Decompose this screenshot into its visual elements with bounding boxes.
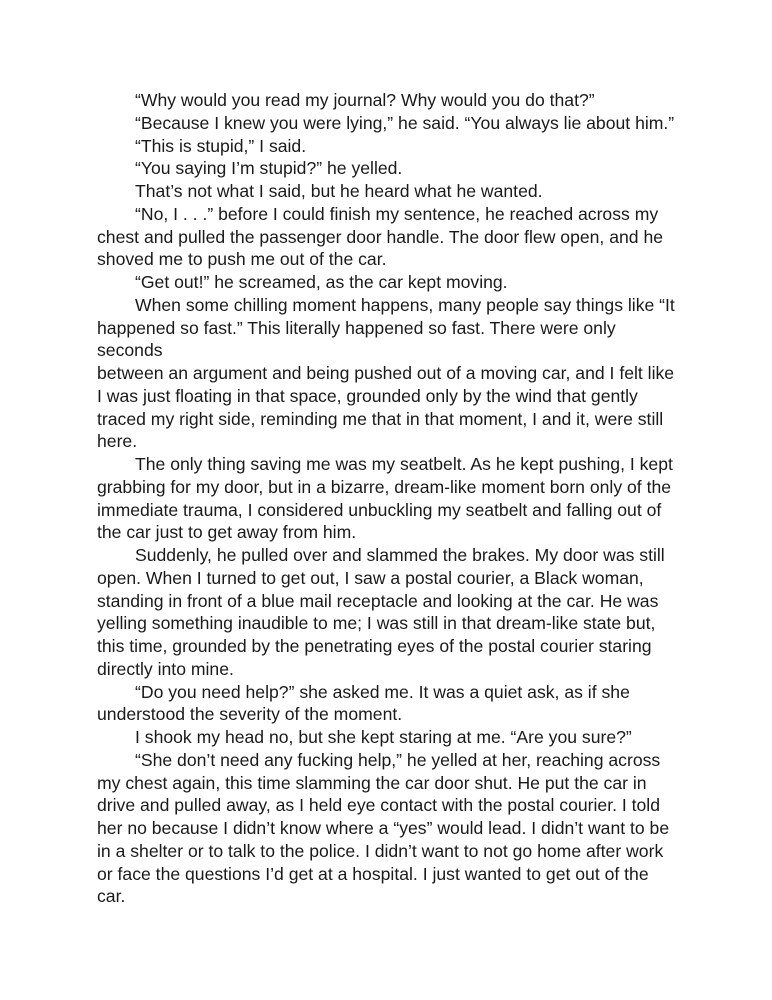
body-text [97,89,677,908]
paragraph: “Because I knew you were lying,” he said. “You always lie about him.” [135,112,675,133]
paragraph: “Do you need help?” she asked me. It was a quiet ask, as if she understood the severity of the moment. [97,681,630,725]
paragraph: Suddenly, he pulled over and slammed the brakes. My door was still open. When I turned to get out, I saw a postal courier, a Black woman, standing in front of a blue mail receptacle and looking at the car. He was yelling something inaudible to me; I was still in that dream-like state but, this time, grounded by the penetrating eyes of the postal courier staring directly into mine. [97,545,665,679]
paragraph: “No, I . . .” before I could finish my sentence, he reached across my chest and pulled the passenger door handle. The door flew open, and he shoved me to push me out of the car. [97,203,664,270]
paragraph: “She don’t need any fucking help,” he yelled at her, reaching across my chest again, this time slamming the car door shut. He put the car in drive and pulled away, as I held eye contact with the postal courier. I told her no because I didn’t know where a “yes” would lead. I didn’t want to be in a shelter or to talk to the police. I didn’t want to not go home after work or face the questions I’d get at a hospital. I just wanted to get out of the car. [97,749,670,907]
paragraph: “You saying I’m stupid?” he yelled. [135,158,403,179]
paragraph: “Get out!” he screamed, as the car kept moving. [135,272,508,292]
paragraph: That’s not what I said, but he heard what he wanted. [135,181,543,201]
paragraph: “This is stupid,” I said. [135,135,307,156]
paragraph: When some chilling moment happens, many people say things like “It happened so fast.” This literally happened so fast. There were only seconds between an argument and being pushed out of a moving car, and I felt like I was just floating in that space, grounded only by the wind that gently traced my right side, reminding me that in that moment, I and it, were still here. [97,294,675,452]
paragraph: I shook my head no, but she kept staring at me. “Are you sure?” [135,727,632,747]
paragraph: The only thing saving me was my seatbelt. As he kept pushing, I kept grabbing for my door, but in a bizarre, dream-like moment born only of the immediate trauma, I considered unbuckling my seatbelt and falling out of the car just to get away from him. [97,454,673,543]
paragraph: “Why would you read my journal? Why would you do that?” [135,90,595,110]
